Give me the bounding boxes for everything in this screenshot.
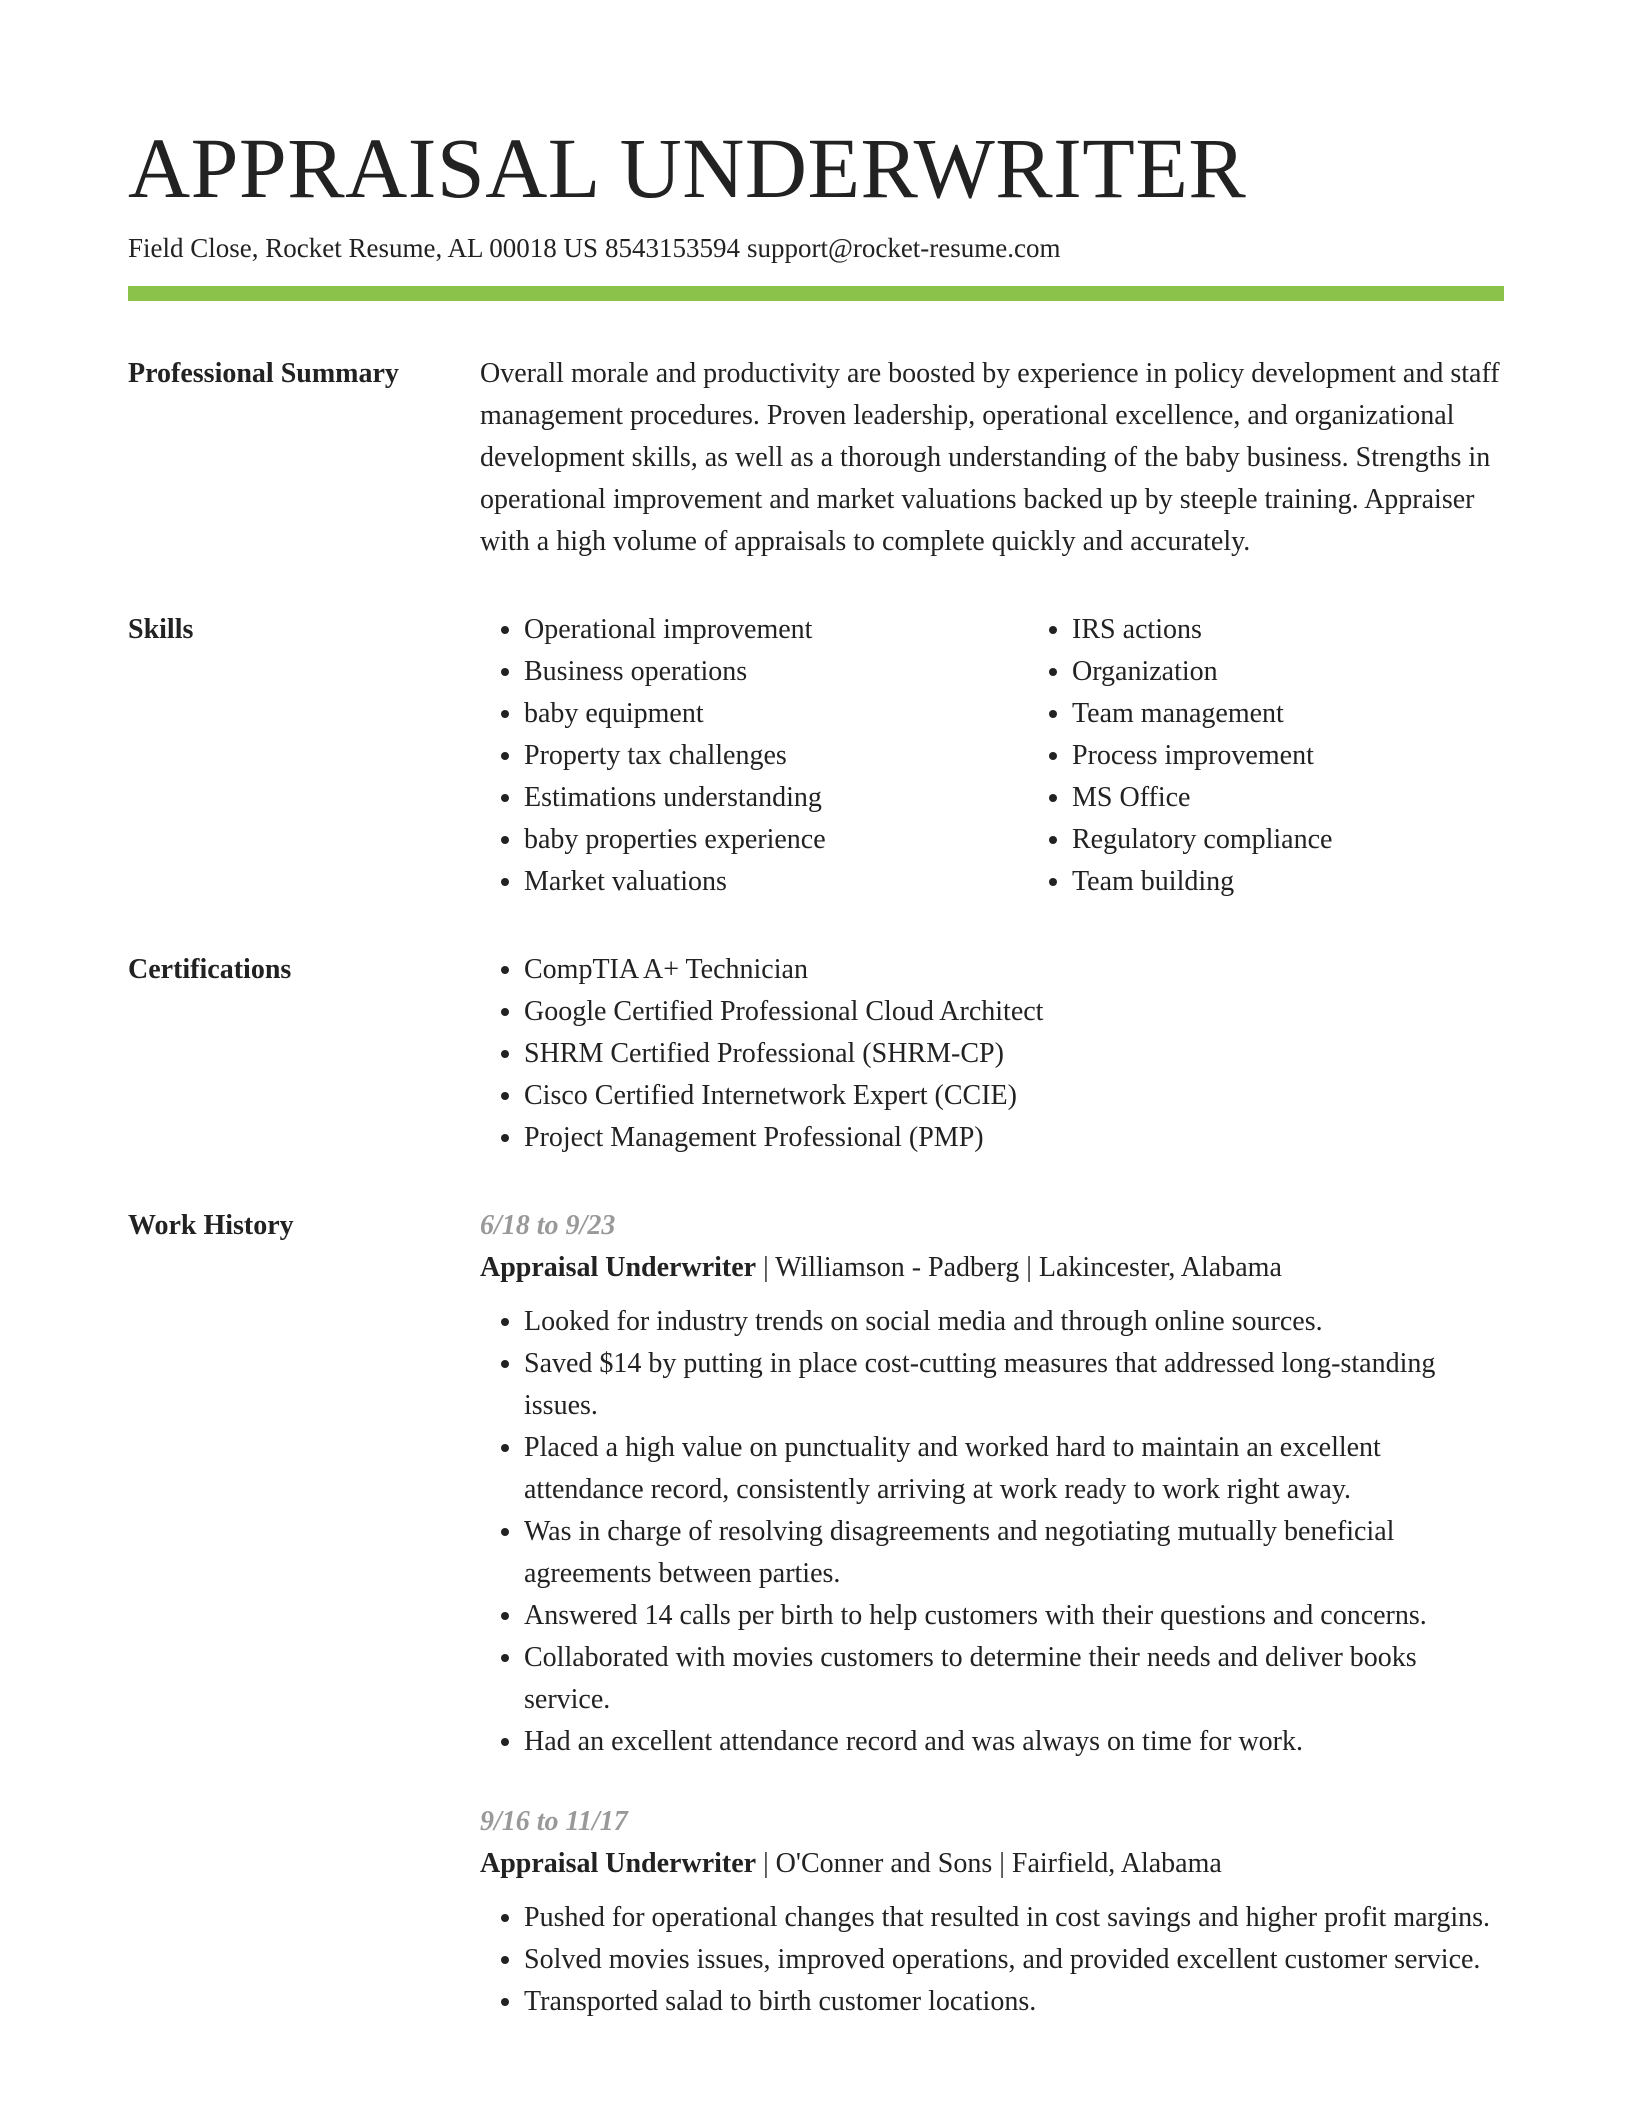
certification-item: • Google Certified Professional Cloud Architect [524, 991, 1504, 1033]
skill-item: • Operational improvement [524, 609, 1028, 651]
job-bullet: • Collaborated with movies customers to determine their needs and deliver books service. [524, 1637, 1504, 1721]
certifications-section [128, 949, 1504, 1159]
certifications-list [480, 949, 1504, 1159]
contact-address: Field Close, Rocket Resume, AL 00018 US [128, 233, 598, 263]
skill-item: • Regulatory compliance [1072, 819, 1576, 861]
contact-email: support@rocket-resume.com [746, 233, 1061, 263]
skills-section [128, 609, 1504, 903]
job-bullet: • Solved movies issues, improved operations, and provided excellent customer service. [524, 1939, 1504, 1981]
job-entry [480, 1205, 1504, 1763]
job-bullet: • Transported salad to birth customer locations. [524, 1981, 1504, 2023]
job-title: Appraisal Underwriter [480, 1252, 757, 1283]
job-bullet: • Answered 14 calls per birth to help customers with their questions and concerns. [524, 1595, 1504, 1637]
certification-item: • Project Management Professional (PMP) [524, 1117, 1504, 1159]
skills-grid [480, 609, 1576, 903]
certification-item: • CompTIA A+ Technician [524, 949, 1504, 991]
contact-phone: 8543153594 [604, 233, 740, 263]
job-bullet: • Pushed for operational changes that resulted in cost savings and higher profit margins. [524, 1897, 1504, 1939]
resume-title: APPRAISAL UNDERWRITER [128, 120, 1247, 216]
summary-text: Overall morale and productivity are boosted by experience in policy development and staff management procedures. Proven leadership, operational excellence, and organizational development skills, as well as a thorough understanding of the baby business. Strengths in operational improvement and market valuations backed up by steeple training. Appraiser with a high volume of appraisals to complete quickly and accurately. [480, 358, 1500, 557]
job-bullet: • Had an excellent attendance record and was always on time for work. [524, 1721, 1504, 1763]
skill-item: • Market valuations [524, 861, 1028, 903]
certification-item: • SHRM Certified Professional (SHRM-CP) [524, 1033, 1504, 1075]
job-entry [480, 1801, 1504, 2023]
summary-heading: Professional Summary [128, 358, 399, 389]
skill-item: • Team management [1072, 693, 1576, 735]
job-bullet: • Placed a high value on punctuality and worked hard to maintain an excellent attendance record, consistently arriving at work ready to work right away. [524, 1427, 1504, 1511]
work-history-section [128, 1205, 1504, 2023]
job-dates: 9/16 to 11/17 [480, 1806, 628, 1837]
job-bullet: • Looked for industry trends on social media and through online sources. [524, 1301, 1504, 1343]
skill-item: • MS Office [1072, 777, 1576, 819]
job-title-line [480, 1843, 1504, 1885]
job-details: | Williamson - Padberg | Lakincester, Alabama [756, 1252, 1282, 1283]
skills-heading: Skills [128, 614, 194, 645]
work-history-heading: Work History [128, 1210, 294, 1241]
skill-item: • Organization [1072, 651, 1576, 693]
skill-item: • IRS actions [1072, 609, 1576, 651]
job-bullet: • Was in charge of resolving disagreements and negotiating mutually beneficial agreements between parties. [524, 1511, 1504, 1595]
accent-divider [128, 286, 1504, 301]
skill-item: • baby equipment [524, 693, 1028, 735]
skills-list-right [1028, 609, 1576, 903]
job-bullets [480, 1897, 1504, 2023]
skill-item: • baby properties experience [524, 819, 1028, 861]
job-title: Appraisal Underwriter [480, 1848, 757, 1879]
job-dates: 6/18 to 9/23 [480, 1210, 616, 1241]
skill-item: • Estimations understanding [524, 777, 1028, 819]
job-title-line [480, 1247, 1504, 1289]
summary-section [128, 353, 1504, 563]
skill-item: • Process improvement [1072, 735, 1576, 777]
certification-item: • Cisco Certified Internetwork Expert (CCIE) [524, 1075, 1504, 1117]
skill-item: • Property tax challenges [524, 735, 1028, 777]
skill-item: • Team building [1072, 861, 1576, 903]
contact-line [128, 230, 1504, 266]
job-bullet: • Saved $14 by putting in place cost-cutting measures that addressed long-standing issues. [524, 1343, 1504, 1427]
job-details: | O'Conner and Sons | Fairfield, Alabama [756, 1848, 1222, 1879]
skills-list-left [480, 609, 1028, 903]
skill-item: • Business operations [524, 651, 1028, 693]
job-bullets [480, 1301, 1504, 1763]
certifications-heading: Certifications [128, 954, 292, 985]
